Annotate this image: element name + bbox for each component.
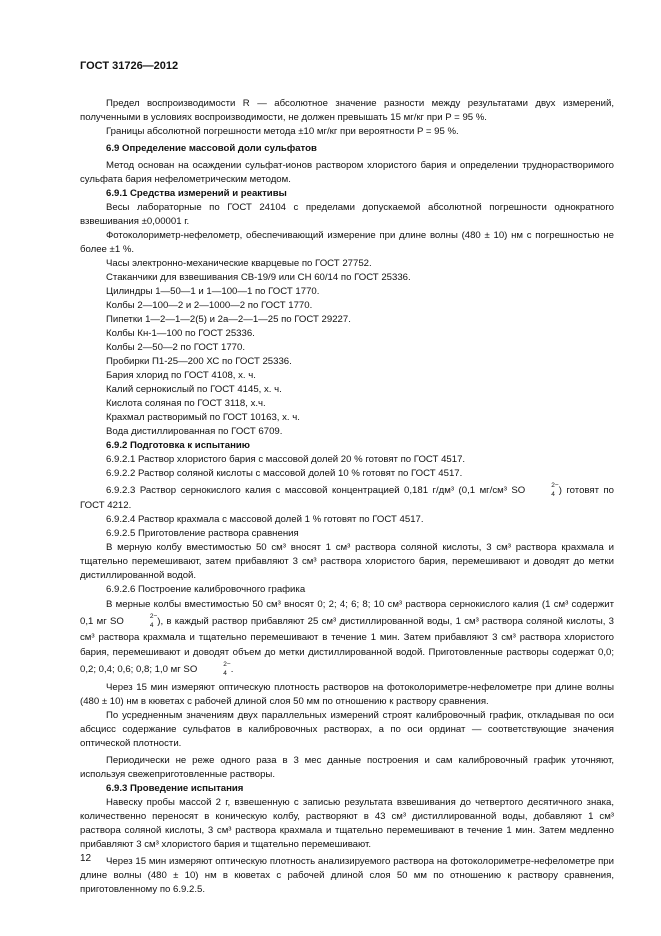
list-item: Крахмал растворимый по ГОСТ 10163, х. ч. — [106, 412, 300, 423]
list-item: Часы электронно-механические кварцевые по ГОСТ 27752. — [106, 258, 372, 269]
list-item: Цилиндры 1—50—1 и 1—100—1 по ГОСТ 1770. — [106, 286, 320, 297]
list-item: Калий сернокислый по ГОСТ 4145, х. ч. — [106, 384, 282, 395]
text-run: . — [230, 664, 234, 675]
section-heading: 6.9 Определение массовой доли сульфатов — [106, 143, 317, 154]
text-run: 6.9.2.3 Раствор сернокислого калия с массовой концентрацией 0,181 г/дм³ (0,1 мг/см³ SO — [106, 485, 526, 496]
paragraph: 6.9.2.4 Раствор крахмала с массовой долей 1 % готовят по ГОСТ 4517. — [106, 514, 424, 525]
paragraph: 6.9.2.5 Приготовление раствора сравнения — [106, 528, 299, 539]
list-item: Вода дистиллированная по ГОСТ 6709. — [106, 426, 283, 437]
paragraph: 6.9.2.2 Раствор соляной кислоты с массовой долей 10 % готовят по ГОСТ 4517. — [106, 468, 463, 479]
text-run: В мерные колбы вместимостью 50 см³ вносят 0; 2; 4; 6; 8; 10 см³ раствора сернокислого калия (1 см³ содержит 0,1 мг SO — [80, 599, 614, 627]
document-header: ГОСТ 31726—2012 — [80, 60, 179, 72]
paragraph: Границы абсолютной погрешности метода ±10 мг/кг при вероятности P = 95 %. — [106, 126, 459, 137]
list-item: Колбы 2—50—2 по ГОСТ 1770. — [106, 342, 246, 353]
sulfate-ion-formula — [124, 612, 157, 630]
formula-charge: 2− — [223, 661, 231, 668]
list-item: Колбы 2—100—2 и 2—1000—2 по ГОСТ 1770. — [106, 300, 313, 311]
paragraph: Навеску пробы массой 2 г, взвешенную с записью результата взвешивания до четвертого десятичного знака, количественно переносят в коническую колбу, растворяют в 43 см³ дистиллированной воды, добавляют 1 см³ раствора соляной кислоты, 3 см³ раствора крахмала и тщательно перемешивают в течение 1 мин. Затем медленно прибавляют 3 см³ хлористого бария и тщательно перемешивают. — [80, 797, 614, 850]
paragraph: Через 15 мин измеряют оптическую плотность анализируемого раствора на фотоколориметре-нефелометре при длине волны (480 ± 10) нм в кюветах с рабочей длиной слоя 50 мм по отношению к раствору сравнения, приготовленному по 6.9.2.5. — [80, 856, 614, 895]
list-item: Кислота соляная по ГОСТ 3118, х.ч. — [106, 398, 266, 409]
text-run: ), в каждый раствор прибавляют 25 см³ дистиллированной воды, 1 см³ раствора соляной кислоты, 3 см³ раствора крахмала и тщательно перемешивают в течение 1 мин. Затем прибавляют 3 см³ раствора хлористого бария, перемешивают и доводят объем до метки дистиллированной водой. Приготовленные растворы содержат 0,0; 0,2; 0,4; 0,6; 0,8; 1,0 мг SO — [80, 616, 615, 675]
paragraph: Предел воспроизводимости R — абсолютное значение разности между результатами двух измерений, полученными в условиях воспроизводимости, не должен превышать 15 мг/кг при P = 95 %. — [80, 98, 614, 123]
formula-charge: 2− — [149, 613, 158, 620]
formula-subscript: 4 — [223, 670, 227, 677]
document-body — [80, 97, 614, 897]
formula-charge: 2− — [551, 482, 559, 489]
text-run: ) готовят по ГОСТ 4212. — [80, 485, 615, 511]
list-item: Пробирки П1-25—200 ХС по ГОСТ 25336. — [106, 356, 292, 367]
paragraph: По усредненным значениям двух параллельных измерений строят калибровочный график, откладывая по оси абсцисс содержание сульфатов в калибровочных растворах, а по оси ординат — соответствующие значения оптической плотности. — [80, 710, 614, 749]
paragraph: Фотоколориметр-нефелометр, обеспечивающий измерение при длине волны (480 ± 10) нм с погрешностью не более ±1 %. — [80, 230, 614, 255]
list-item: Стаканчики для взвешивания СВ-19/9 или СН 60/14 по ГОСТ 25336. — [106, 272, 411, 283]
sulfate-ion-formula — [197, 660, 230, 678]
paragraph: Периодически не реже одного раза в 3 мес данные построения и сам калибровочный график уточняют, используя свежеприготовленные растворы. — [80, 755, 614, 780]
paragraph — [80, 597, 614, 678]
paragraph: Весы лабораторные по ГОСТ 24104 с пределами допускаемой абсолютной погрешности однократного взвешивания ±0,00001 г. — [80, 202, 614, 227]
subsection-heading: 6.9.2 Подготовка к испытанию — [106, 440, 250, 451]
subsection-heading: 6.9.1 Средства измерений и реактивы — [106, 188, 287, 199]
page-number: 12 — [80, 853, 92, 864]
sulfate-ion-formula — [525, 481, 558, 499]
paragraph: 6.9.2.1 Раствор хлористого бария с массовой долей 20 % готовят по ГОСТ 4517. — [106, 454, 466, 465]
paragraph: Через 15 мин измеряют оптическую плотность растворов на фотоколориметре-нефелометре при длине волны (480 ± 10) нм в кюветах с рабочей длиной слоя 50 мм по отношению к раствору сравнения. — [80, 682, 614, 707]
list-item: Пипетки 1—2—1—2(5) и 2а—2—1—25 по ГОСТ 29227. — [106, 314, 351, 325]
paragraph — [80, 481, 614, 513]
paragraph: Метод основан на осаждении сульфат-ионов раствором хлористого бария и определении труднорастворимого сульфата бария нефелометрическим методом. — [80, 160, 614, 185]
paragraph: В мерную колбу вместимостью 50 см³ вносят 1 см³ раствора соляной кислоты, 3 см³ раствора крахмала и тщательно перемешивают, затем прибавляют 3 см³ раствора хлористого бария, перемешивают и доводят до метки дистиллированной водой. — [80, 542, 614, 581]
paragraph: 6.9.2.6 Построение калибровочного графика — [106, 584, 306, 595]
list-item: Колбы Кн-1—100 по ГОСТ 25336. — [106, 328, 255, 339]
subsection-heading: 6.9.3 Проведение испытания — [106, 783, 244, 794]
list-item: Бария хлорид по ГОСТ 4108, х. ч. — [106, 370, 256, 381]
formula-subscript: 4 — [551, 491, 555, 498]
formula-subscript: 4 — [149, 622, 154, 629]
